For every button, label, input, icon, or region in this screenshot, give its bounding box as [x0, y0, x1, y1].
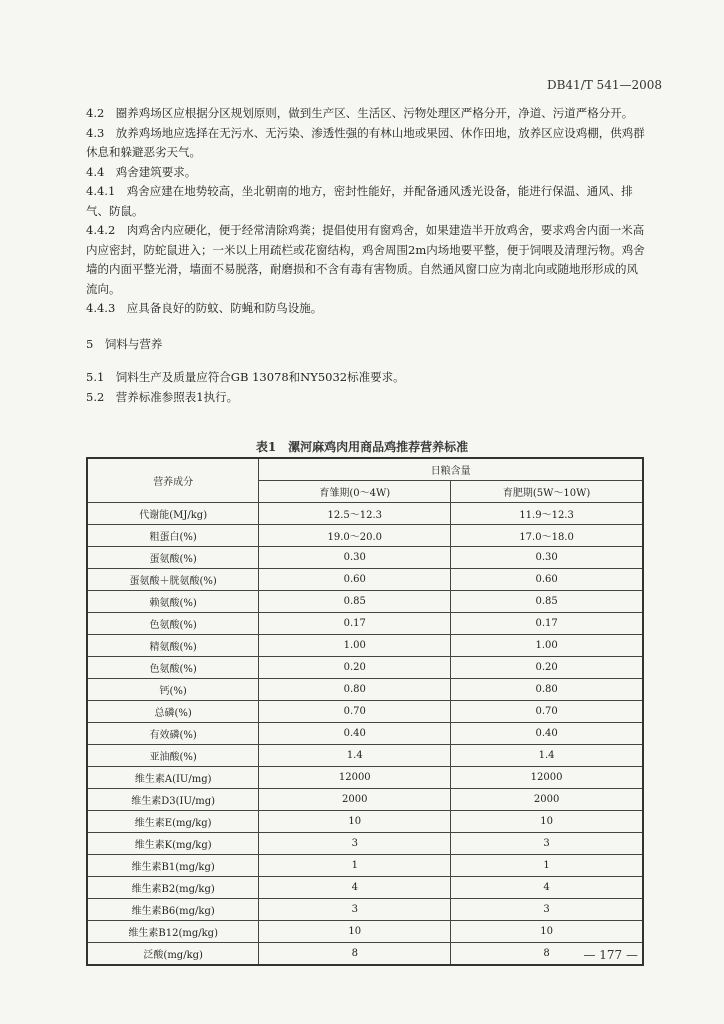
header-daily: 日粮含量 [259, 458, 643, 481]
table-row [87, 547, 643, 569]
paragraph-5-2: 5.2 营养标准参照表1执行。 [86, 389, 239, 404]
row-brooding-value: 10 [259, 811, 451, 833]
row-brooding-value: 0.20 [259, 657, 451, 679]
table-row [87, 503, 643, 525]
page-number: — 177 — [583, 948, 638, 962]
table-row [87, 613, 643, 635]
row-fattening-value: 1 [451, 855, 643, 877]
table-row [87, 723, 643, 745]
paragraph-4-4-3: 4.4.3 应具备良好的防蚊、防蝇和防鸟设施。 [86, 301, 323, 315]
section-5-heading: 5 饲料与营养 [86, 336, 163, 351]
header-brooding: 育雏期(0～4W) [259, 481, 451, 503]
row-fattening-value: 10 [451, 921, 643, 943]
row-name: 维生素K(mg/kg) [87, 833, 259, 855]
row-brooding-value: 12000 [259, 767, 451, 789]
row-fattening-value: 12000 [451, 767, 643, 789]
row-name: 维生素D3(IU/mg) [87, 789, 259, 811]
row-brooding-value: 4 [259, 877, 451, 899]
row-name: 维生素B2(mg/kg) [87, 877, 259, 899]
row-name: 泛酸(mg/kg) [87, 943, 259, 966]
row-name: 维生素B6(mg/kg) [87, 899, 259, 921]
table-row [87, 745, 643, 767]
row-brooding-value: 0.17 [259, 613, 451, 635]
table-row [87, 635, 643, 657]
row-fattening-value: 17.0～18.0 [451, 525, 643, 547]
table-title: 表1 漯河麻鸡肉用商品鸡推荐营养标准 [255, 440, 469, 454]
row-name: 代谢能(MJ/kg) [87, 503, 259, 525]
row-brooding-value: 1 [259, 855, 451, 877]
row-brooding-value: 0.40 [259, 723, 451, 745]
row-brooding-value: 8 [259, 943, 451, 966]
row-name: 蛋氨酸＋胱氨酸(%) [87, 569, 259, 591]
paragraph-4-4: 4.4 鸡舍建筑要求。 [86, 164, 197, 179]
table-body [87, 503, 643, 966]
header-fattening: 育肥期(5W～10W) [451, 481, 643, 503]
row-name: 维生素E(mg/kg) [87, 811, 259, 833]
row-brooding-value: 0.60 [259, 569, 451, 591]
row-brooding-value: 2000 [259, 789, 451, 811]
row-name: 有效磷(%) [87, 723, 259, 745]
row-brooding-value: 0.30 [259, 547, 451, 569]
row-brooding-value: 3 [259, 833, 451, 855]
row-fattening-value: 0.30 [451, 547, 643, 569]
row-fattening-value: 8 [451, 943, 643, 966]
row-brooding-value: 3 [259, 899, 451, 921]
row-name: 维生素B12(mg/kg) [87, 921, 259, 943]
row-brooding-value: 1.4 [259, 745, 451, 767]
row-brooding-value: 1.00 [259, 635, 451, 657]
table-row [87, 679, 643, 701]
row-name: 精氨酸(%) [87, 635, 259, 657]
row-fattening-value: 10 [451, 811, 643, 833]
row-fattening-value: 4 [451, 877, 643, 899]
table-row [87, 767, 643, 789]
row-name: 蛋氨酸(%) [87, 547, 259, 569]
row-name: 总磷(%) [87, 701, 259, 723]
row-fattening-value: 0.70 [451, 701, 643, 723]
table-row [87, 525, 643, 547]
row-brooding-value: 0.70 [259, 701, 451, 723]
row-fattening-value: 2000 [451, 789, 643, 811]
table-row [87, 789, 643, 811]
row-name: 维生素B1(mg/kg) [87, 855, 259, 877]
table-row [87, 657, 643, 679]
table-row [87, 899, 643, 921]
row-fattening-value: 1.00 [451, 635, 643, 657]
nutrition-table [86, 457, 644, 966]
row-fattening-value: 0.85 [451, 591, 643, 613]
body-text [86, 104, 646, 407]
table-row [87, 943, 643, 966]
row-brooding-value: 0.85 [259, 591, 451, 613]
row-fattening-value: 0.60 [451, 569, 643, 591]
table-row [87, 811, 643, 833]
document-code: DB41/T 541—2008 [546, 78, 662, 92]
header-component: 营养成分 [87, 458, 259, 503]
table-row [87, 701, 643, 723]
row-brooding-value: 19.0～20.0 [259, 525, 451, 547]
table-row [87, 833, 643, 855]
row-brooding-value: 12.5～12.3 [259, 503, 451, 525]
row-fattening-value: 0.17 [451, 613, 643, 635]
table-row [87, 591, 643, 613]
row-fattening-value: 3 [451, 833, 643, 855]
paragraph-5-1: 5.1 饲料生产及质量应符合GB 13078和NY5032标准要求。 [86, 370, 405, 384]
paragraph-4-4-1: 4.4.1 鸡舍应建在地势较高，坐北朝南的地方，密封性能好，并配备通风透光设备，能进行保温、通风、排气、防鼠。 [86, 184, 633, 218]
table-row [87, 569, 643, 591]
row-name: 粗蛋白(%) [87, 525, 259, 547]
row-name: 钙(%) [87, 679, 259, 701]
row-brooding-value: 10 [259, 921, 451, 943]
row-name: 亚油酸(%) [87, 745, 259, 767]
row-brooding-value: 0.80 [259, 679, 451, 701]
table-row [87, 877, 643, 899]
row-name: 色氨酸(%) [87, 613, 259, 635]
table-row [87, 921, 643, 943]
row-fattening-value: 0.20 [451, 657, 643, 679]
row-name: 色氨酸(%) [87, 657, 259, 679]
row-name: 赖氨酸(%) [87, 591, 259, 613]
row-fattening-value: 3 [451, 899, 643, 921]
row-fattening-value: 11.9～12.3 [451, 503, 643, 525]
paragraph-4-3: 4.3 放养鸡场地应选择在无污水、无污染、渗透性强的有林山地或果园、休作田地，放养区应设鸡棚，供鸡群休息和躲避恶劣天气。 [86, 125, 645, 159]
table-row [87, 855, 643, 877]
row-fattening-value: 1.4 [451, 745, 643, 767]
paragraph-4-2: 4.2 圈养鸡场区应根据分区规划原则，做到生产区、生活区、污物处理区严格分开，净道、污道严格分开。 [86, 106, 634, 120]
paragraph-4-4-2: 4.4.2 肉鸡舍内应硬化，便于经常清除鸡粪；提倡使用有窗鸡舍，如果建造半开放鸡舍，要求鸡舍内面一米高内应密封，防蛇鼠进入；一米以上用疏栏或花窗结构，鸡舍周围2m内场地要平整，便于饲喂及清理污物。鸡舍墙的内面平整光滑，墙面不易脱落，耐磨损和不含有毒有害物质。自然通风窗口应为南北向或随地形形成的风流向。 [86, 223, 645, 296]
row-fattening-value: 0.40 [451, 723, 643, 745]
row-name: 维生素A(IU/mg) [87, 767, 259, 789]
row-fattening-value: 0.80 [451, 679, 643, 701]
